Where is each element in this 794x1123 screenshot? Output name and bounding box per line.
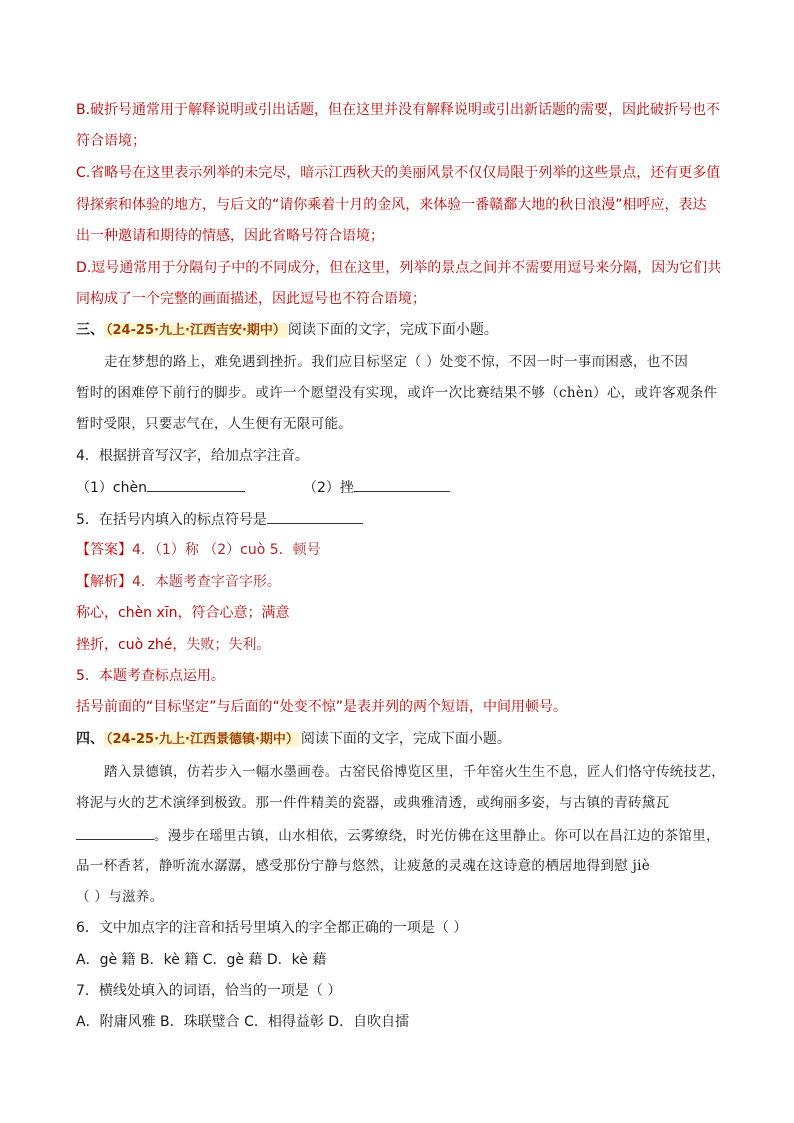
section3-passage-line2: 暂时的困难停下前行的脚步。或许一个愿望没有实现，或许一次比赛结果不够（chèn）心，或许客观条件	[76, 385, 718, 401]
section4-instruction: 阅读下面的文字，完成下面小题。	[300, 731, 511, 747]
word-explanation-1: 称心，chèn xīn，符合心意；满意	[76, 605, 290, 621]
answer-label: 【答案】	[76, 542, 132, 558]
analysis-b-line2: 符合语境；	[76, 133, 146, 149]
q5-analysis: 5．本题考查标点运用。	[76, 668, 225, 684]
section4-passage-line4: 品一杯香茗，静听流水潺潺，感受那份宁静与悠然，让疲惫的灵魂在这诗意的栖居地得到慰 jiè	[76, 858, 650, 874]
analysis-line	[76, 572, 281, 592]
analysis-c-line3: 出一种邀请和期待的情感，因此省略号符合语境；	[76, 228, 384, 244]
section3-passage-line1: 走在梦想的路上，难免遇到挫折。我们应目标坚定（ ）处变不惊，不因一时一事而困惑，也不因	[104, 354, 689, 370]
section4-number: 四、	[76, 731, 104, 747]
question-7: 7．横线处填入的词语，恰当的一项是（ ）	[76, 983, 342, 999]
analysis-label: 【解析】	[76, 574, 132, 590]
question-5	[76, 509, 363, 530]
question-6-options: A．gè 籍 B．kè 籍 C．gè 藉 D．kè 藉	[76, 952, 327, 968]
analysis-c-line2: 得探索和体验的地方，与后文的“请你乘着十月的金风，来体验一番赣鄱大地的秋日浪漫”相呼应，表达	[76, 197, 707, 213]
analysis-d-line1: D.逗号通常用于分隔句子中的不同成分，但在这里，列举的景点之间并不需要用逗号来分隔，因为它们共	[76, 260, 722, 276]
section3-heading	[76, 320, 498, 341]
section4-passage-line3	[76, 825, 720, 846]
answer-blank	[76, 825, 154, 840]
question-6: 6．文中加点字的注音和括号里填入的字全都正确的一项是（ ）	[76, 920, 468, 936]
q5-explanation: 括号前面的“目标坚定”与后面的“处变不惊”是表并列的两个短语，中间用顿号。	[76, 699, 568, 715]
analysis-d-line2: 同构成了一个完整的画面描述，因此逗号也不符合语境；	[76, 291, 426, 307]
question-5-text: 5．在括号内填入的标点符号是	[76, 512, 267, 528]
section3-passage-line3: 暂时受限，只要志气在，人生便有无限可能。	[76, 416, 352, 432]
section4-passage-line2: 将泥与火的艺术演绎到极致。那一件件精美的瓷器，或典雅清透，或绚丽多姿，与古镇的青砖黛瓦	[76, 795, 670, 811]
section3-instruction: 阅读下面的文字，完成下面小题。	[287, 322, 498, 338]
section3-number: 三、	[76, 322, 104, 338]
question-4-subparts	[76, 477, 450, 498]
question-4-part2: （2）挫	[302, 480, 354, 496]
answer-blank	[267, 509, 363, 524]
word-explanation-2	[76, 635, 270, 655]
answer-blank	[147, 477, 245, 492]
analysis-c-line1: C.省略号在这里表示列举的未完尽，暗示江西秋天的美丽风景不仅仅局限于列举的这些景点，还有更多值	[76, 165, 721, 181]
section4-passage-line5: （ ）与滋养。	[76, 889, 164, 905]
word-explanation-2-pinyin: 挫折，cuò zhé，	[76, 637, 187, 653]
question-7-options: A．附庸风雅 B．珠联璧合 C．相得益彰 D．自吹自擂	[76, 1014, 410, 1030]
section4-passage-line3-text: 。漫步在瑶里古镇，山水相依，云雾缭绕，时光仿佛在这里静止。你可以在昌江边的茶馆里，	[154, 828, 720, 844]
question-4-part1: （1）chèn	[76, 480, 147, 496]
answer-text: 4．（1）称 （2）cuò 5．顿号	[132, 542, 321, 558]
section4-source-tag: （24-25·九上·江西景德镇·期中）	[106, 732, 299, 747]
analysis-b-line1: B.破折号通常用于解释说明或引出话题，但在这里并没有解释说明或引出新话题的需要，因此破折号也不	[76, 102, 721, 118]
word-explanation-2-meaning: 失败；失利。	[186, 637, 271, 653]
section4-passage-line1: 踏入景德镇，仿若步入一幅水墨画卷。古窑民俗博览区里，千年窑火生生不息，匠人们恪守传统技艺，	[104, 764, 725, 780]
question-4: 4．根据拼音写汉字，给加点字注音。	[76, 448, 309, 464]
analysis-text: 4．本题考查字音字形。	[132, 574, 281, 590]
section3-source-tag: （24-25·九上·江西吉安·期中）	[106, 323, 286, 338]
answer-blank	[354, 477, 450, 492]
answer-line	[76, 540, 321, 560]
section4-heading	[76, 729, 511, 750]
